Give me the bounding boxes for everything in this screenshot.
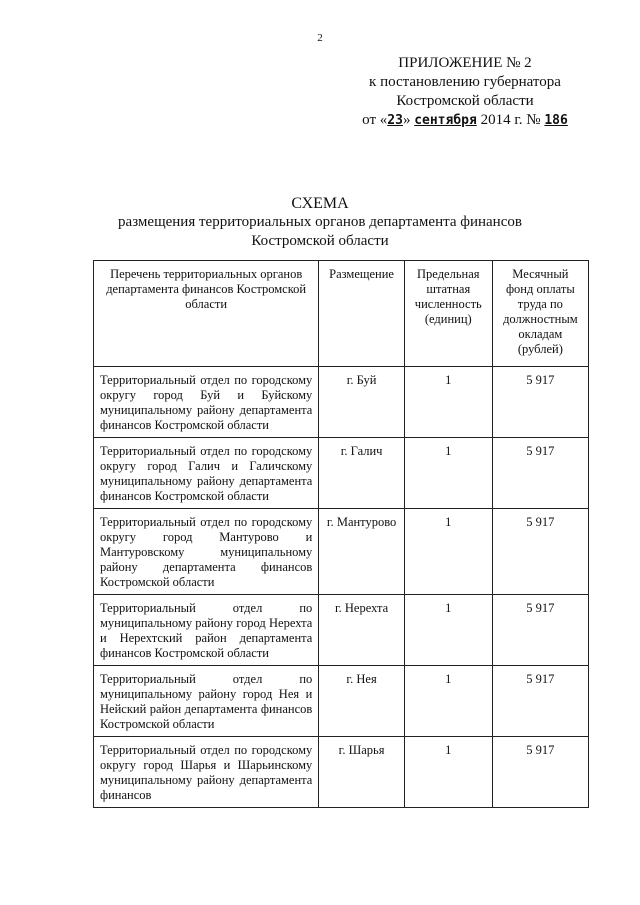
date-month: сентября [414, 113, 477, 128]
row-place: г. Шарья [319, 737, 405, 808]
date-mid: » [402, 112, 411, 128]
column-header-name: Перечень территориальных органов департамента финансов Костромской области [94, 261, 319, 367]
scheme-table [93, 260, 589, 808]
heading-title: СХЕМА [291, 195, 349, 212]
row-fund: 5 917 [492, 367, 588, 438]
row-place: г. Галич [319, 438, 405, 509]
row-fund: 5 917 [492, 666, 588, 737]
row-name: Территориальный отдел по городскому округу город Галич и Галичскому муниципальному району департамента финансов Костромской области [94, 438, 319, 509]
row-count: 1 [404, 595, 492, 666]
row-name: Территориальный отдел по городскому округу город Буй и Буйскому муниципальному району департамента финансов Костромской области [94, 367, 319, 438]
column-header-fund: Месячный фонд оплаты труда по должностным окладам (рублей) [492, 261, 588, 367]
row-count: 1 [404, 438, 492, 509]
table-row [94, 666, 589, 737]
table-header-row [94, 261, 589, 367]
date-prefix: от « [362, 112, 388, 128]
row-name: Территориальный отдел по муниципальному району город Нерехта и Нерехтский район департамента финансов Костромской области [94, 595, 319, 666]
appendix-line-region: Костромской области [396, 93, 534, 109]
row-name: Территориальный отдел по городскому округу город Шарья и Шарьинскому муниципальному району департамента финансов [94, 737, 319, 808]
row-fund: 5 917 [492, 737, 588, 808]
row-place: г. Мантурово [319, 509, 405, 595]
table-row [94, 737, 589, 808]
row-name: Территориальный отдел по городскому округу город Мантурово и Мантуровскому муниципальному району департамента финансов Костромской области [94, 509, 319, 595]
row-count: 1 [404, 737, 492, 808]
row-place: г. Нерехта [319, 595, 405, 666]
document-heading [0, 194, 640, 251]
column-header-place: Размещение [319, 261, 405, 367]
table-row [94, 367, 589, 438]
row-fund: 5 917 [492, 509, 588, 595]
row-count: 1 [404, 509, 492, 595]
table-row [94, 595, 589, 666]
document-number: 186 [544, 113, 568, 128]
appendix-title: ПРИЛОЖЕНИЕ № 2 [398, 55, 532, 71]
row-place: г. Буй [319, 367, 405, 438]
table-row [94, 438, 589, 509]
date-year-part: 2014 г. № [480, 112, 541, 128]
date-day: 23 [387, 113, 403, 128]
row-name: Территориальный отдел по муниципальному району город Нея и Нейский район департамента финансов Костромской области [94, 666, 319, 737]
appendix-line-resolution: к постановлению губернатора [369, 74, 561, 90]
appendix-block [330, 54, 600, 130]
appendix-date-line [330, 111, 600, 130]
row-fund: 5 917 [492, 438, 588, 509]
page-number: 2 [317, 32, 323, 44]
column-header-count: Предельная штатная численность (единиц) [404, 261, 492, 367]
row-count: 1 [404, 367, 492, 438]
row-fund: 5 917 [492, 595, 588, 666]
table-row [94, 509, 589, 595]
row-place: г. Нея [319, 666, 405, 737]
row-count: 1 [404, 666, 492, 737]
heading-subtitle-line1: размещения территориальных органов департамента финансов [118, 214, 522, 230]
heading-subtitle-line2: Костромской области [251, 233, 389, 249]
